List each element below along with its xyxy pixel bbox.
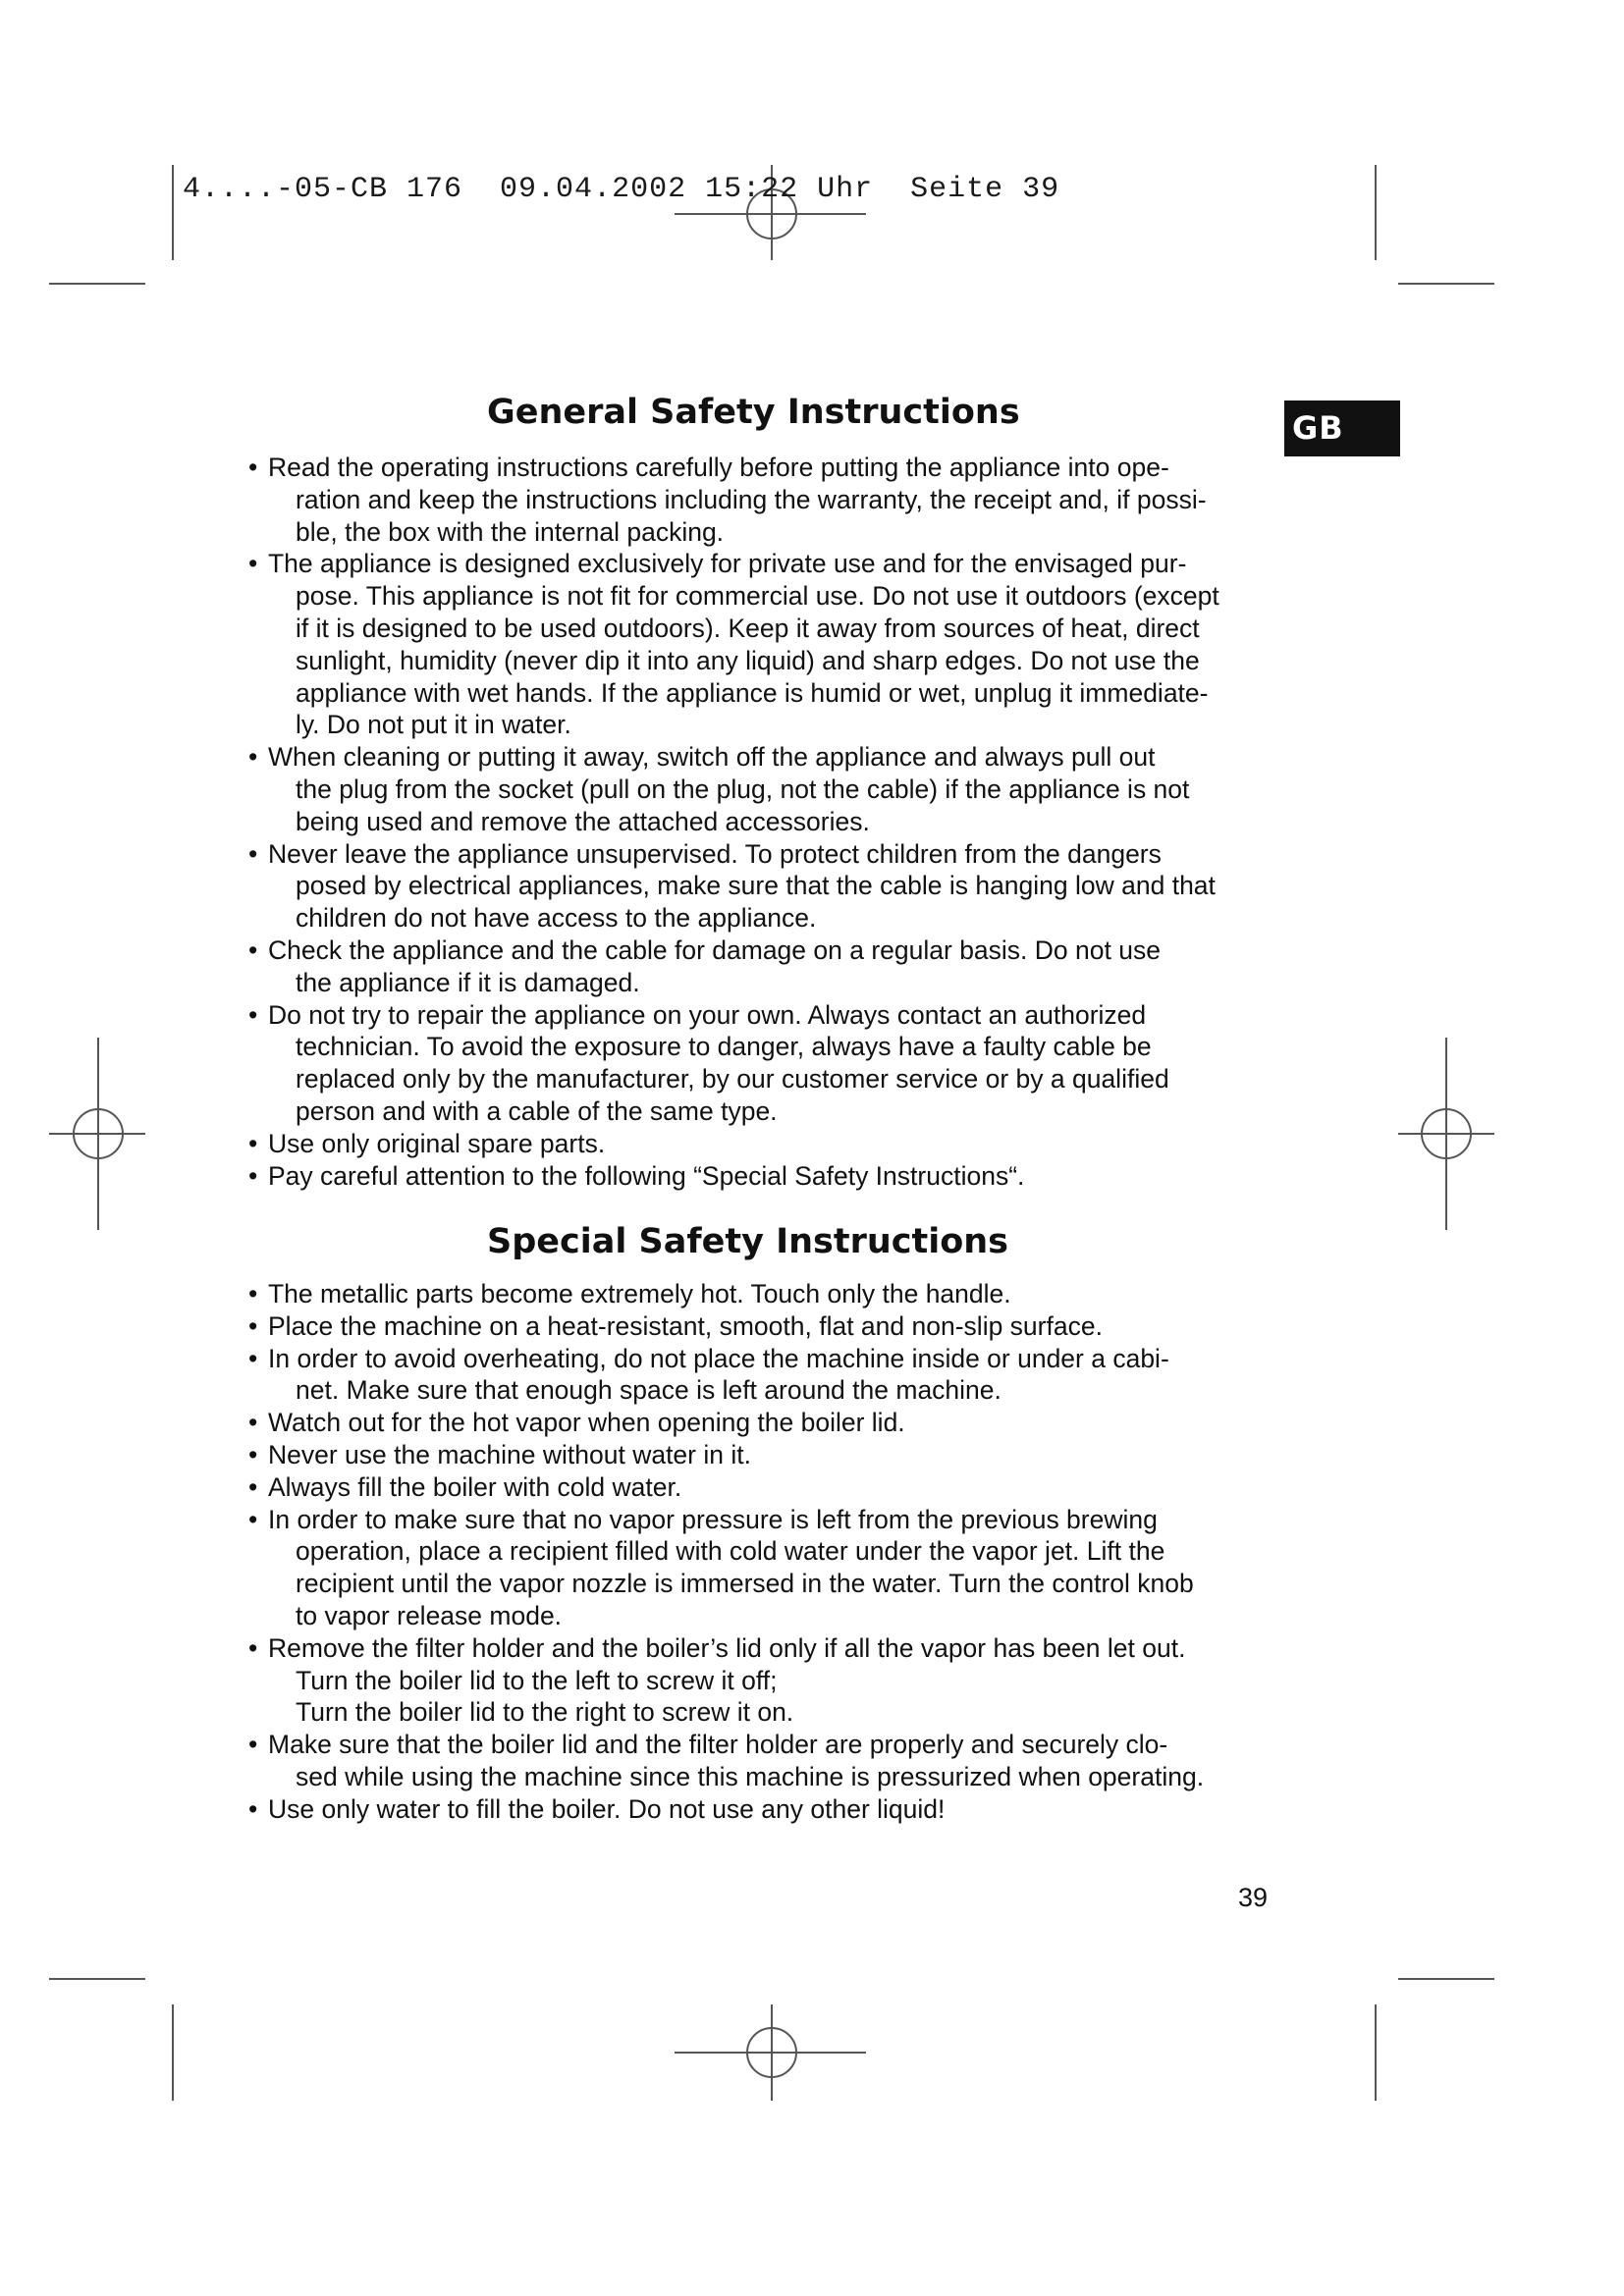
special-safety-title: Special Safety Instructions — [487, 1222, 1009, 1261]
list-item — [248, 934, 1279, 999]
list-item-text: The metallic parts become extremely hot. Touch only the handle. — [268, 1279, 1011, 1308]
list-item-text: In order to make sure that no vapor pressure is left from the previous brewing operation, place a recipient filled with cold water under the vapor jet. Lift the recipient until the vapor nozzle is immersed in the water. Turn the control knob to vapor release mode. — [268, 1504, 1194, 1630]
bullet-icon: • — [248, 999, 258, 1030]
bullet-icon: • — [248, 838, 258, 869]
list-item-text: Always fill the boiler with cold water. — [268, 1471, 682, 1502]
list-item-text: Check the appliance and the cable for damage on a regular basis. Do not use the appliance if it is damaged. — [268, 934, 1161, 997]
list-item — [248, 1160, 1279, 1193]
bullet-icon: • — [248, 742, 258, 773]
list-item — [248, 1632, 1279, 1729]
print-header: 4....-05-CB 176 09.04.2002 15:22 Uhr Seite 39 — [183, 173, 1060, 206]
bullet-icon: • — [248, 1730, 258, 1760]
language-tab: GB — [1284, 400, 1400, 456]
list-item — [248, 1793, 1279, 1826]
bullet-icon: • — [248, 1632, 258, 1663]
special-safety-list — [248, 1278, 1279, 1826]
bullet-icon: • — [248, 1793, 258, 1824]
list-item-text: Place the machine on a heat-resistant, smooth, flat and non-slip surface. — [268, 1310, 1103, 1341]
list-item-text: The appliance is designed exclusively for private use and for the envisaged pur- pose. This appliance is not fit for commercial use. Do not use it outdoors (except if it is designed to be used outdoors). Keep it away from sources of heat, direct sunlight, humidity (never dip it into any liquid) and sharp edges. Do not use the appliance with wet hands. If the appliance is humid or wet, unplug it immediate- ly. Do not put it in water. — [268, 549, 1219, 740]
bullet-icon: • — [248, 1471, 258, 1502]
list-item — [248, 1278, 1279, 1310]
list-item-text: Do not try to repair the appliance on your own. Always contact an authorized technician. To avoid the exposure to danger, always have a faulty cable be replaced only by the manufacturer, by our customer service or by a qualified person and with a cable of the same type. — [268, 999, 1169, 1126]
list-item — [248, 1343, 1279, 1408]
list-item — [248, 1310, 1279, 1343]
list-item — [248, 1471, 1279, 1504]
list-item-text: Pay careful attention to the following “Special Safety Instructions“. — [268, 1160, 1025, 1191]
list-item-text: Read the operating instructions carefully before putting the appliance into ope- ration and keep the instructions including the warranty, the receipt and, if possi- ble, the box with the internal packing. — [268, 453, 1207, 547]
list-item — [248, 741, 1279, 837]
general-safety-list — [248, 452, 1279, 1192]
bullet-icon: • — [248, 1310, 258, 1341]
bullet-icon: • — [248, 1408, 258, 1438]
page-number: 39 — [1238, 1883, 1269, 1912]
bullet-icon: • — [248, 934, 258, 965]
general-safety-title: General Safety Instructions — [487, 393, 1020, 432]
list-item — [248, 1504, 1279, 1632]
list-item-text: Remove the filter holder and the boiler’s lid only if all the vapor has been let out. Turn the boiler lid to the left to screw it off; Turn the boiler lid to the right to screw it on. — [268, 1632, 1186, 1728]
bullet-icon: • — [248, 1128, 258, 1158]
bullet-icon: • — [248, 1343, 258, 1373]
list-item — [248, 999, 1279, 1128]
list-item-text: Make sure that the boiler lid and the filter holder are properly and securely clo- sed while using the machine since this machine is pressurized when operating. — [268, 1730, 1205, 1791]
list-item — [248, 1729, 1279, 1793]
list-item-text: Never use the machine without water in it. — [268, 1439, 751, 1469]
list-item-text: In order to avoid overheating, do not place the machine inside or under a cabi- net. Make sure that enough space is left around the machine. — [268, 1343, 1169, 1406]
bullet-icon: • — [248, 1279, 258, 1308]
list-item — [248, 838, 1279, 934]
list-item — [248, 1407, 1279, 1439]
list-item — [248, 548, 1279, 741]
bullet-icon: • — [248, 1439, 258, 1469]
list-item — [248, 1128, 1279, 1160]
list-item-text: Never leave the appliance unsupervised. To protect children from the dangers posed by electrical appliances, make sure that the cable is hanging low and that children do not have access to the appliance. — [268, 838, 1216, 934]
list-item-text: Watch out for the hot vapor when opening the boiler lid. — [268, 1408, 905, 1438]
bullet-icon: • — [248, 453, 258, 482]
bullet-icon: • — [248, 1160, 258, 1191]
list-item — [248, 1439, 1279, 1471]
list-item-text: Use only water to fill the boiler. Do not use any other liquid! — [268, 1793, 946, 1824]
list-item — [248, 452, 1279, 548]
bullet-icon: • — [248, 1504, 258, 1534]
bullet-icon: • — [248, 549, 258, 579]
list-item-text: When cleaning or putting it away, switch off the appliance and always pull out the plug from the socket (pull on the plug, not the cable) if the appliance is not being used and remove the attached accessories. — [268, 742, 1190, 836]
list-item-text: Use only original spare parts. — [268, 1128, 606, 1158]
